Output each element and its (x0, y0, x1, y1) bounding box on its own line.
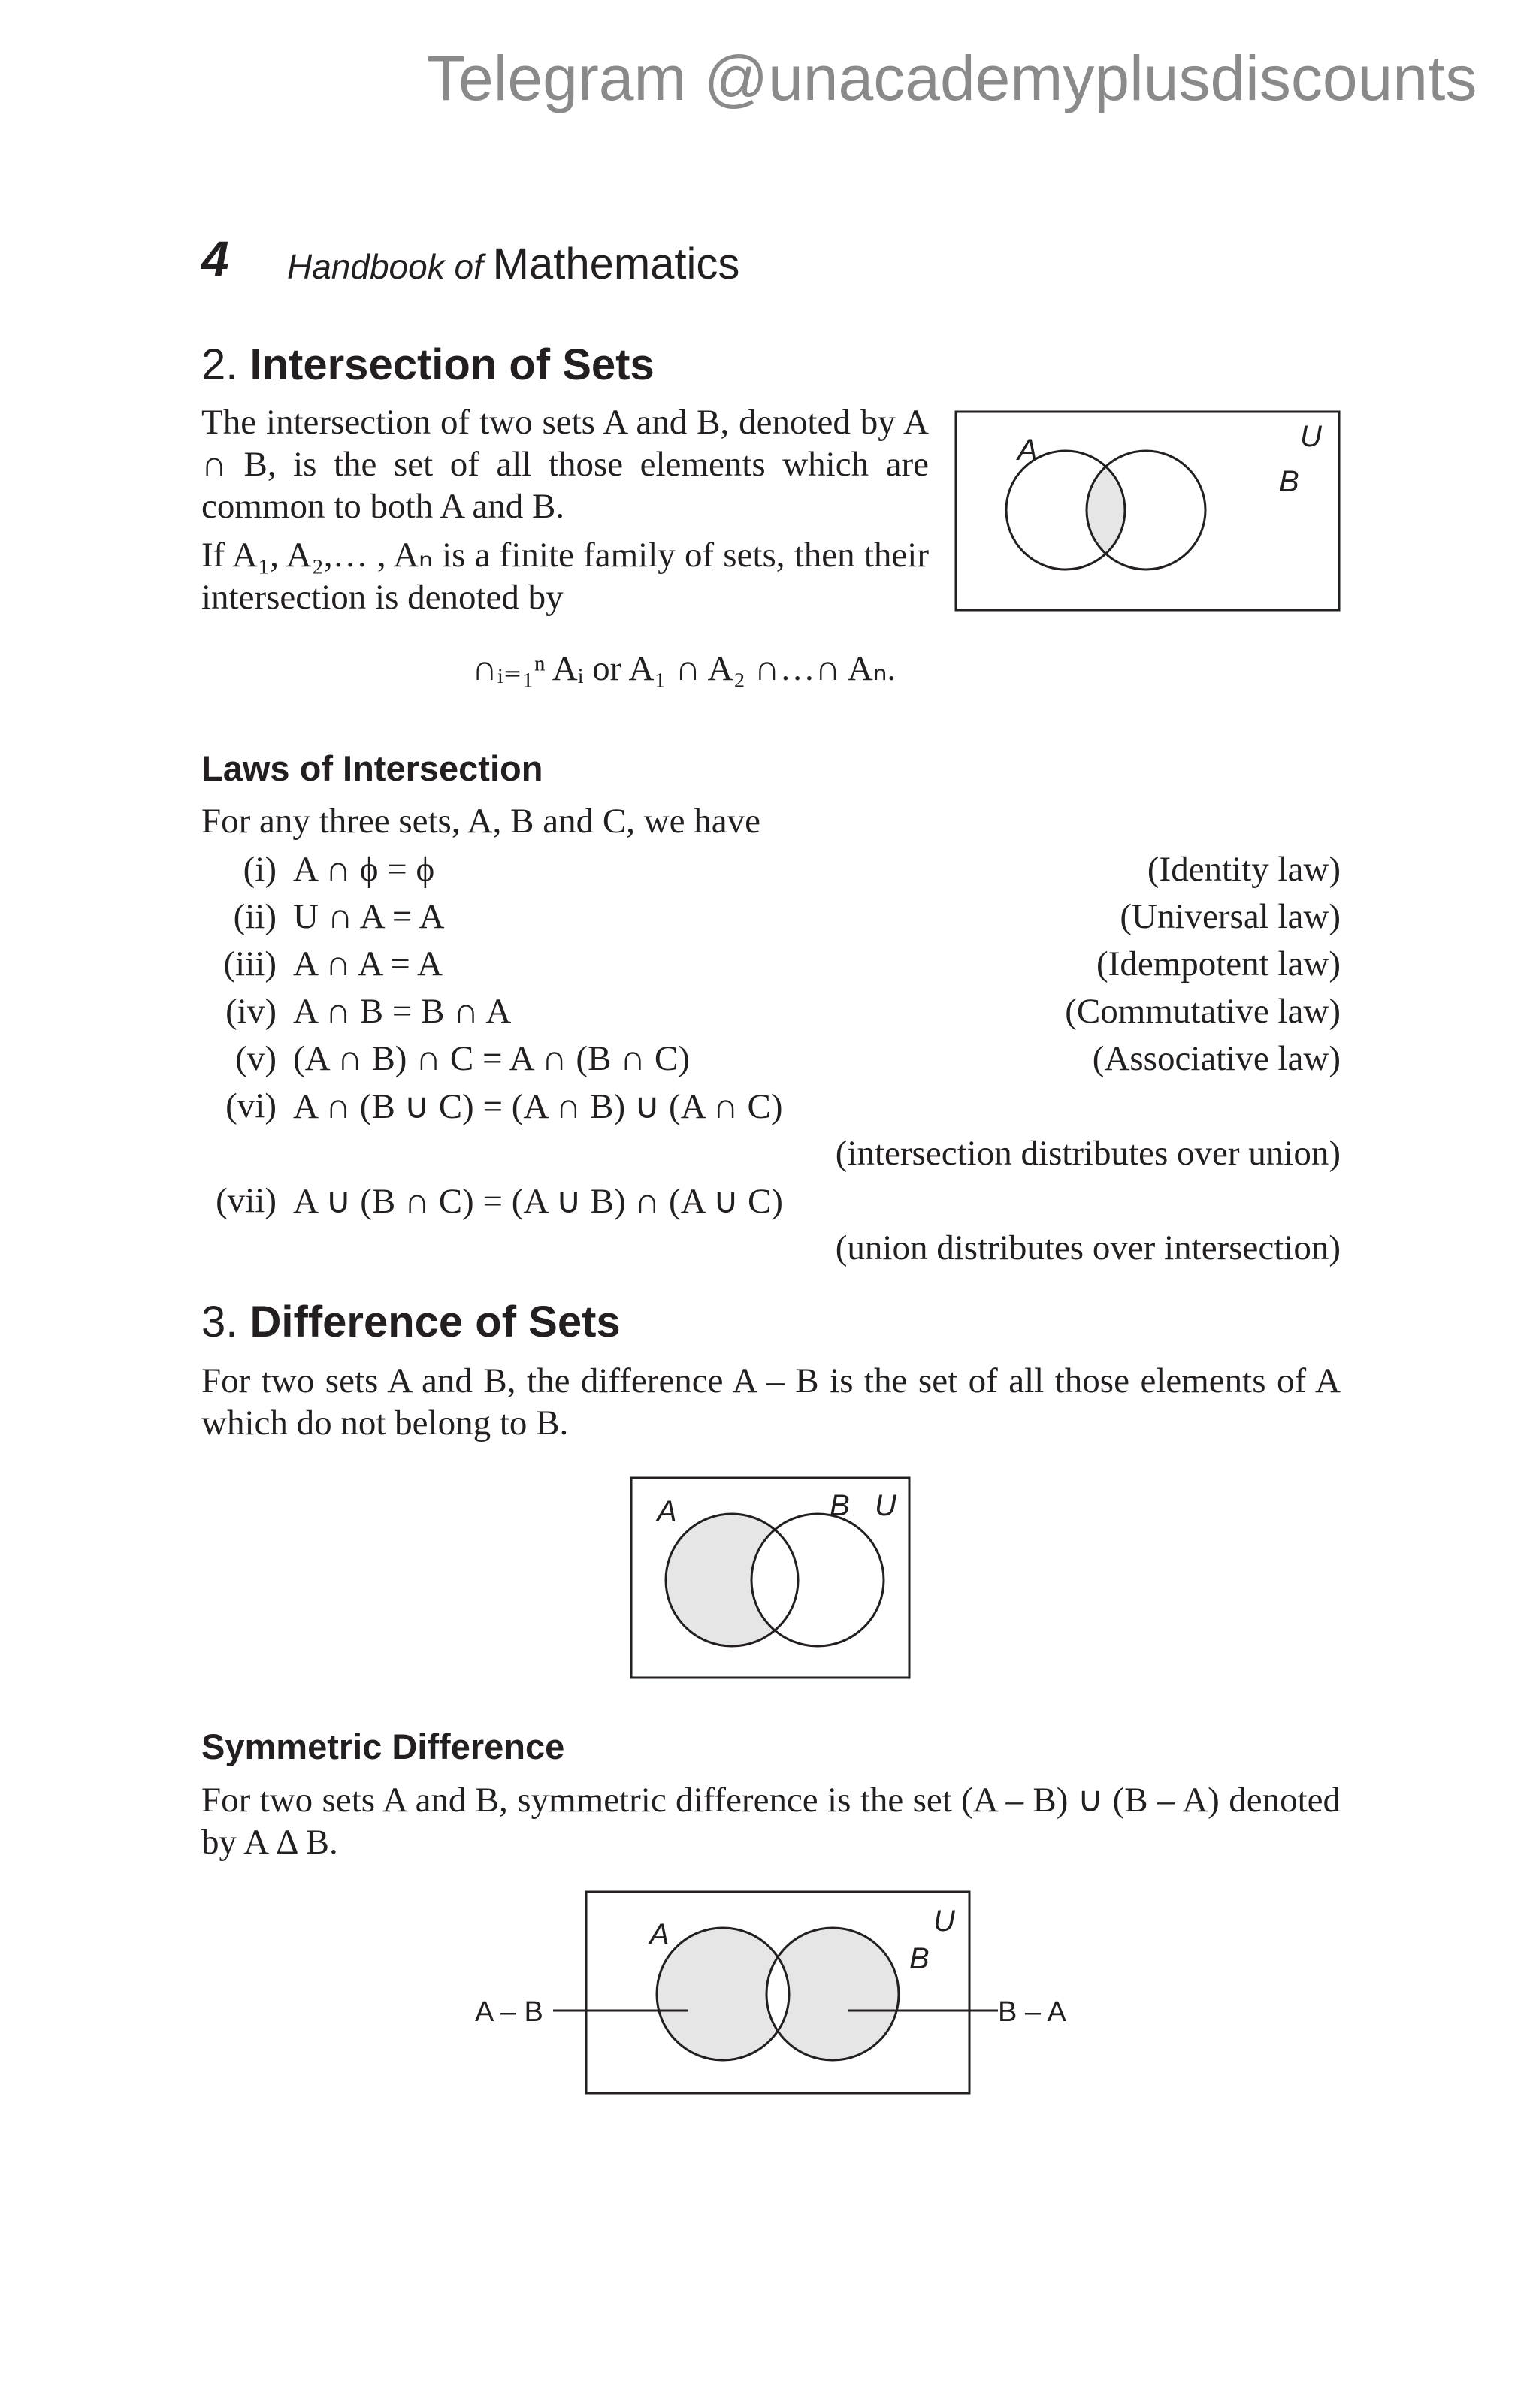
book-title-main: Mathematics (492, 240, 740, 289)
section-3-number: 3. (201, 1298, 238, 1346)
universal-set-label: U (1300, 420, 1322, 453)
watermark: Telegram @unacademyplusdiscounts (427, 43, 1477, 113)
a-minus-b-label: A – B (475, 1996, 543, 2028)
law-name: (Associative law) (1092, 1039, 1341, 1078)
universal-set-label: U (875, 1489, 896, 1522)
universal-set-box (956, 412, 1339, 610)
section-2-para1: The intersection of two sets A and B, denoted by A ∩ B, is the set of all those elements which are common to both A and B. (201, 403, 929, 526)
set-a-label: A (657, 1495, 677, 1528)
section-2-number: 2. (201, 340, 238, 389)
section-2-title: Intersection of Sets (249, 340, 655, 389)
law-number: (v) (235, 1039, 277, 1078)
symmetric-difference-heading: Symmetric Difference (201, 1727, 565, 1766)
law-number: (iii) (223, 944, 277, 983)
law-expression: A ∪ (B ∩ C) = (A ∪ B) ∩ (A ∪ C) (293, 1182, 783, 1221)
section-3-heading (201, 1297, 621, 1347)
law-name: (Identity law) (1147, 850, 1341, 889)
b-minus-a-label: B – A (998, 1996, 1066, 2028)
set-a-label: A (649, 1918, 670, 1951)
laws-heading: Laws of Intersection (201, 748, 543, 788)
universal-set-label: U (933, 1905, 955, 1938)
section-2-para2: If A₁, A₂,… , Aₙ is a finite family of sets, then their intersection is denoted by (201, 536, 929, 617)
page-number: 4 (201, 231, 229, 286)
symmetric-difference-venn-diagram (466, 1890, 1082, 2096)
book-title (287, 239, 739, 289)
law-name: (intersection distributes over union) (835, 1134, 1341, 1173)
law-expression: U ∩ A = A (293, 897, 445, 936)
set-b-label: B (830, 1489, 850, 1522)
law-name: (Idempotent law) (1096, 944, 1341, 983)
law-number: (vii) (216, 1181, 277, 1220)
law-expression: (A ∩ B) ∩ C = A ∩ (B ∩ C) (293, 1039, 690, 1078)
law-number: (i) (243, 850, 277, 889)
set-a-label: A (1017, 434, 1038, 467)
law-expression: A ∩ (B ∪ C) = (A ∩ B) ∪ (A ∩ C) (293, 1087, 783, 1126)
law-expression: A ∩ B = B ∩ A (293, 992, 512, 1031)
law-name: (Universal law) (1120, 897, 1341, 936)
law-expression: A ∩ ϕ = ϕ (293, 850, 435, 889)
law-name: (union distributes over intersection) (835, 1228, 1341, 1267)
intersection-venn-diagram (954, 410, 1341, 613)
symmetric-difference-para: For two sets A and B, symmetric difference is the set (A – B) ∪ (B – A) denoted by A Δ B. (201, 1781, 1341, 1862)
book-title-prefix: Handbook of (287, 247, 483, 286)
section-3-para: For two sets A and B, the difference A – B is the set of all those elements of A which do not belong to B. (201, 1361, 1341, 1443)
section-2-heading (201, 340, 655, 390)
set-b-label: B (1279, 465, 1299, 498)
set-b-label: B (909, 1942, 930, 1975)
law-name: (Commutative law) (1065, 992, 1341, 1031)
law-number: (vi) (225, 1086, 277, 1125)
difference-venn-diagram (630, 1476, 911, 1679)
law-number: (iv) (225, 992, 277, 1031)
laws-intro: For any three sets, A, B and C, we have (201, 802, 761, 841)
law-number: (ii) (233, 897, 277, 936)
section-3-title: Difference of Sets (249, 1298, 621, 1346)
intersection-formula: ∩ᵢ₌₁ⁿ Aᵢ or A₁ ∩ A₂ ∩…∩ Aₙ. (472, 649, 896, 688)
law-expression: A ∩ A = A (293, 944, 443, 983)
